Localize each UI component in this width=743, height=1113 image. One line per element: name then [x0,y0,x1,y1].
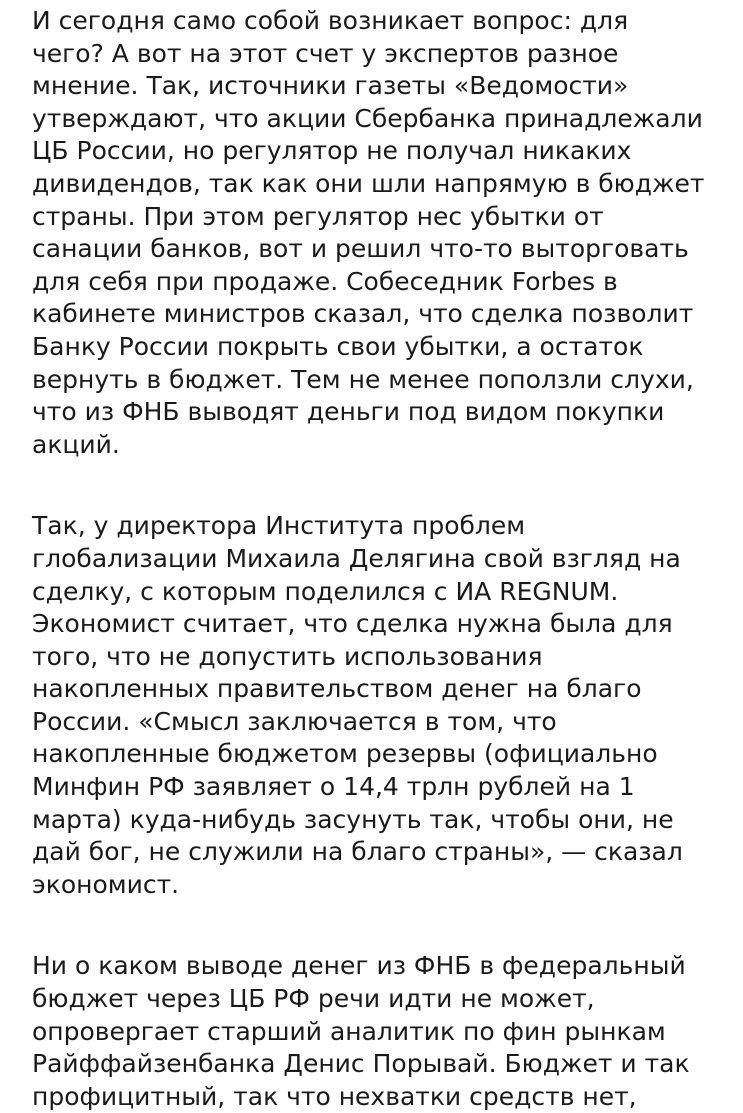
text-line: экономист. [32,869,180,899]
text-line: для себя при продаже. Собеседник Forbes в [32,266,618,296]
text-line: того, что не допустить использования [32,641,543,671]
text-line: ЦБ России, но регулятор не получал никаких [32,136,632,166]
paragraph-2 [32,510,732,901]
text-line: бюджет через ЦБ РФ речи идти не может, [32,984,595,1014]
text-line: России. «Смысл заключается в том, что [32,706,557,736]
text-line: Так, у директора Института проблем [32,511,526,541]
text-line: марта) куда-нибудь засунуть так, чтобы они, не [32,804,674,834]
text-line: сделку, с которым поделился с ИА REGNUM. [32,576,619,606]
paragraph-spacer [32,461,732,510]
text-line: страны. При этом регулятор нес убытки от [32,201,604,231]
text-line: дивидендов, так как они шли напрямую в бюджет [32,168,705,198]
text-line: опровергает старший аналитик по фин рынкам [32,1016,666,1046]
text-line: Райффайзенбанка Денис Порывай. Бюджет и так [32,1049,690,1079]
text-line: что из ФНБ выводят деньги под видом покупки [32,397,665,427]
text-line: чего? А вот на этот счет у экспертов разное [32,38,619,68]
text-line: кабинете министров сказал, что сделка позволит [32,299,694,329]
text-line: акций. [32,429,120,459]
paragraph-spacer [32,901,732,950]
paragraph-1 [32,5,732,461]
text-line: утверждают, что акции Сбербанка принадлежали [32,103,703,133]
text-line: мнение. Так, источники газеты «Ведомости» [32,71,629,101]
text-line: Банку России покрыть свои убытки, а остаток [32,331,644,361]
text-line: санации банков, вот и решил что-то выторговать [32,234,689,264]
text-line: вернуть в бюджет. Тем не менее поползли слухи, [32,364,694,394]
text-line: Минфин РФ заявляет о 14,4 трлн рублей на 1 [32,772,635,802]
text-line: глобализации Михаила Делягина свой взгляд на [32,543,681,573]
text-line: Экономист считает, что сделка нужна была для [32,609,673,639]
text-line: дай бог, не служили на благо страны», — сказал [32,837,683,867]
text-line: Ни о каком выводе денег из ФНБ в федеральный [32,951,686,981]
text-line: накопленные бюджетом резервы (официально [32,739,658,769]
text-line: накопленных правительством денег на благо [32,674,642,704]
article-body [32,0,732,1113]
paragraph-3 [32,950,732,1113]
text-line: И сегодня само собой возникает вопрос: для [32,6,629,35]
text-line: профицитный, так что нехватки средств нет, [32,1081,637,1111]
